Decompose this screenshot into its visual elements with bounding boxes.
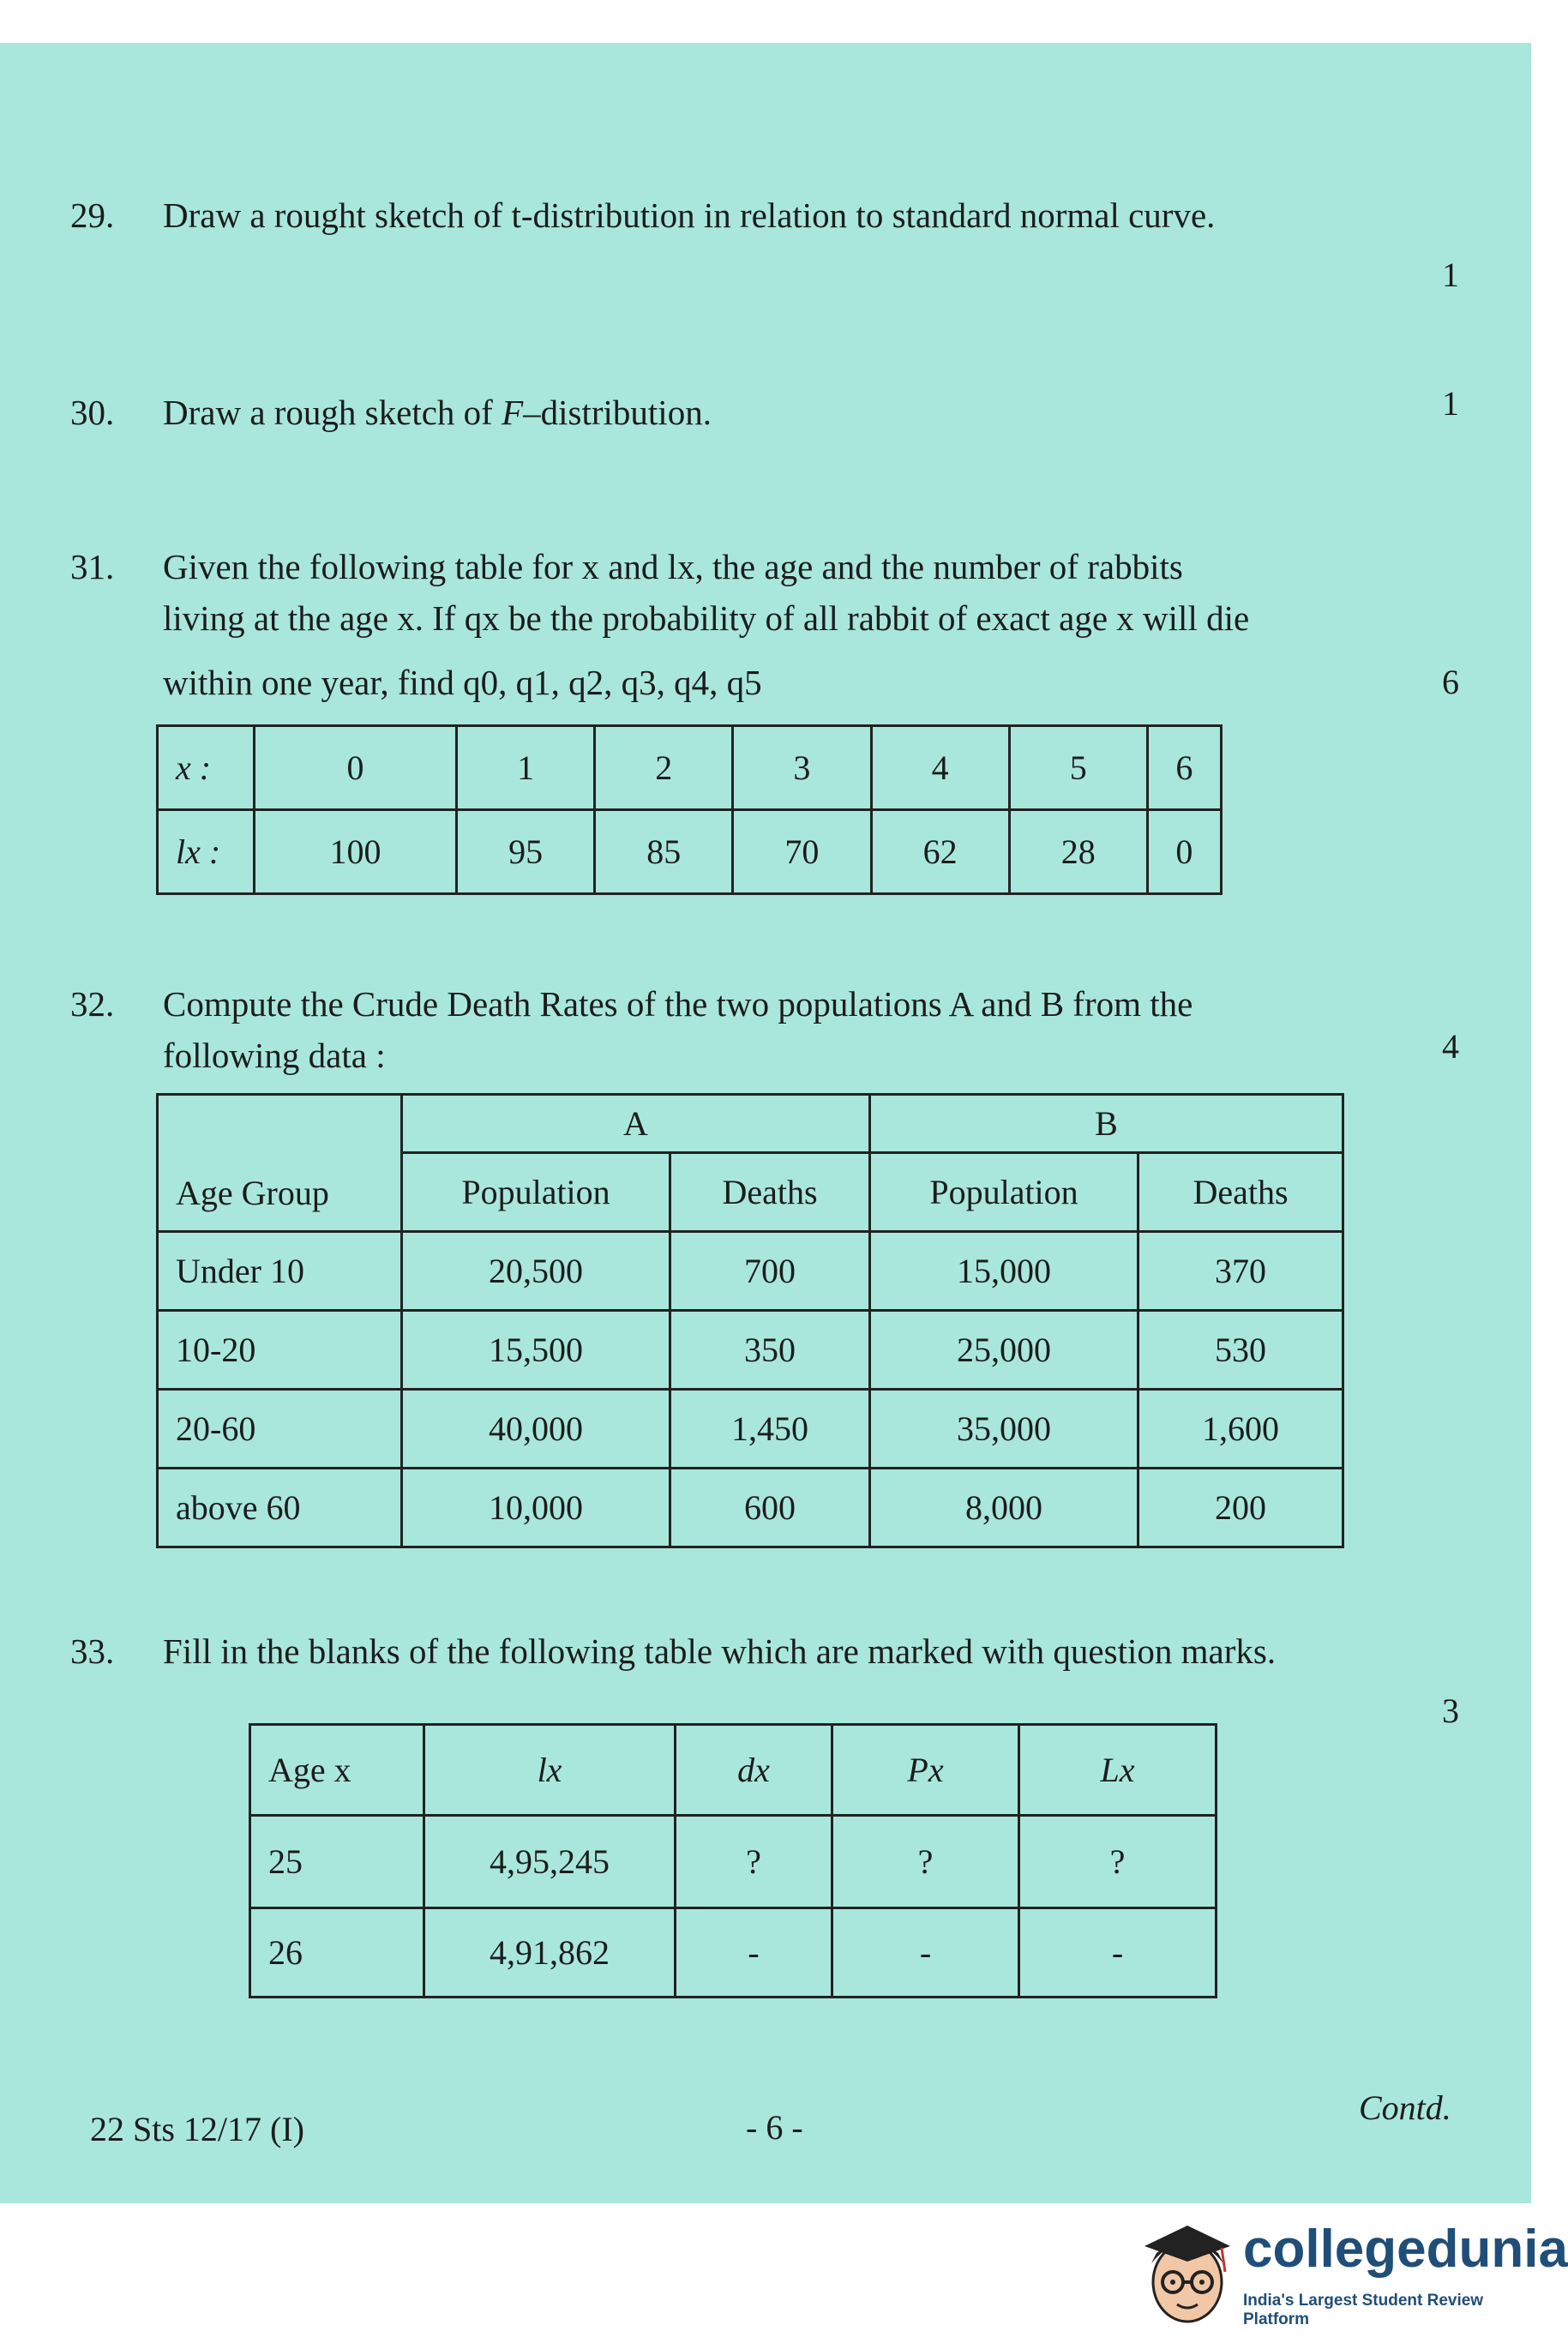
marks: 6: [1442, 663, 1459, 701]
table-cell: 2: [595, 726, 733, 810]
table-row: [158, 1469, 1343, 1547]
row-label: x :: [158, 726, 255, 810]
table-cell: 28: [1009, 810, 1147, 894]
table-33: [249, 1723, 1217, 1998]
table-row: [158, 726, 1222, 810]
table-32: [156, 1093, 1344, 1548]
table-cell: 85: [595, 810, 733, 894]
collegedunia-logo: [1136, 2212, 1568, 2332]
table-cell: 25: [250, 1816, 424, 1908]
table-header: Lx: [1019, 1725, 1217, 1816]
table-row: [158, 1311, 1343, 1390]
table-cell: 62: [871, 810, 1009, 894]
table-cell: 20-60: [158, 1390, 402, 1469]
table-cell: 600: [670, 1469, 870, 1547]
table-cell: ?: [832, 1816, 1019, 1908]
table-cell: Under 10: [158, 1232, 402, 1311]
table-cell: 0: [255, 726, 457, 810]
question-number: 29.: [70, 195, 115, 235]
marks: 1: [1442, 384, 1459, 423]
table-cell: 370: [1138, 1232, 1343, 1311]
table-row: [158, 1232, 1343, 1311]
table-cell: 10-20: [158, 1311, 402, 1390]
table-cell: 530: [1138, 1311, 1343, 1390]
table-cell: 15,000: [870, 1232, 1138, 1311]
table-row: [158, 810, 1222, 894]
table-row: [250, 1725, 1217, 1816]
group-header-a: A: [402, 1095, 870, 1153]
table-row: [158, 1390, 1343, 1469]
group-header-b: B: [870, 1095, 1343, 1153]
table-cell: 1,450: [670, 1390, 870, 1469]
table-cell: 5: [1009, 726, 1147, 810]
table-cell: -: [1019, 1908, 1217, 1998]
table-header: Age Group: [158, 1095, 402, 1232]
table-header: Population: [402, 1153, 670, 1232]
question-text: [163, 386, 1449, 439]
table-row: [250, 1816, 1217, 1908]
question-text-part: Draw a rough sketch of: [163, 393, 502, 432]
table-row: [158, 1095, 1343, 1153]
page-number: - 6 -: [746, 2108, 803, 2147]
table-cell: 6: [1147, 726, 1221, 810]
table-cell: 4: [871, 726, 1009, 810]
table-header: Age x: [250, 1725, 424, 1816]
table-cell: 25,000: [870, 1311, 1138, 1390]
table-header: lx: [424, 1725, 676, 1816]
table-cell: ?: [1019, 1816, 1217, 1908]
marks: 1: [1442, 255, 1459, 294]
table-cell: 100: [255, 810, 457, 894]
table-header: Deaths: [670, 1153, 870, 1232]
table-header: Deaths: [1138, 1153, 1343, 1232]
table-cell: -: [676, 1908, 832, 1998]
question-text-line-2: living at the age x. If qx be the probability of all rabbit of exact age x will die: [163, 598, 1250, 638]
table-cell: 8,000: [870, 1469, 1138, 1547]
question-text-part: –distribution.: [523, 393, 712, 432]
table-cell: 95: [457, 810, 595, 894]
table-row: [250, 1908, 1217, 1998]
table-cell: 10,000: [402, 1469, 670, 1547]
question-number: 31.: [70, 547, 115, 586]
table-cell: 4,95,245: [424, 1816, 676, 1908]
table-cell: 200: [1138, 1469, 1343, 1547]
table-cell: -: [832, 1908, 1019, 1998]
question-text-line-1: Compute the Crude Death Rates of the two populations A and B from the: [163, 984, 1193, 1024]
question-text-line-2: following data :: [163, 1036, 386, 1075]
table-cell: above 60: [158, 1469, 402, 1547]
question-text: Fill in the blanks of the following table which are marked with question marks.: [163, 1631, 1277, 1671]
marks: 4: [1442, 1027, 1459, 1066]
brand-tagline: India's Largest Student Review Platform: [1243, 2292, 1484, 2328]
table-31: [156, 724, 1223, 895]
row-label: lx :: [158, 810, 255, 894]
table-cell: 4,91,862: [424, 1908, 676, 1998]
table-cell: 350: [670, 1311, 870, 1390]
table-cell: 3: [733, 726, 871, 810]
question-number: 32.: [70, 984, 115, 1024]
table-cell: ?: [676, 1816, 832, 1908]
brand-name: collegedunia: [1243, 2220, 1568, 2279]
exam-page: [0, 43, 1531, 2203]
table-cell: 40,000: [402, 1390, 670, 1469]
contd-label: Contd.: [1359, 2088, 1451, 2127]
table-cell: 20,500: [402, 1232, 670, 1311]
question-number: 33.: [70, 1631, 115, 1671]
table-cell: 26: [250, 1908, 424, 1998]
table-cell: 1: [457, 726, 595, 810]
question-text-line-3: within one year, find q0, q1, q2, q3, q4, q5: [163, 663, 762, 702]
table-cell: 35,000: [870, 1390, 1138, 1469]
table-header: dx: [676, 1725, 832, 1816]
question-text: Draw a rought sketch of t-distribution in relation to standard normal curve.: [163, 195, 1216, 235]
table-header: Population: [870, 1153, 1138, 1232]
table-cell: 0: [1147, 810, 1221, 894]
table-cell: 1,600: [1138, 1390, 1343, 1469]
question-number: 30.: [70, 393, 115, 432]
question-text-variable: F: [502, 393, 524, 432]
mascot-icon: [1136, 2212, 1239, 2332]
table-cell: 15,500: [402, 1311, 670, 1390]
marks: 3: [1442, 1691, 1459, 1730]
question-text-line-1: Given the following table for x and lx, the age and the number of rabbits: [163, 547, 1183, 586]
paper-code: 22 Sts 12/17 (I): [90, 2110, 304, 2148]
table-cell: 70: [733, 810, 871, 894]
table-header: Px: [832, 1725, 1019, 1816]
table-cell: 700: [670, 1232, 870, 1311]
